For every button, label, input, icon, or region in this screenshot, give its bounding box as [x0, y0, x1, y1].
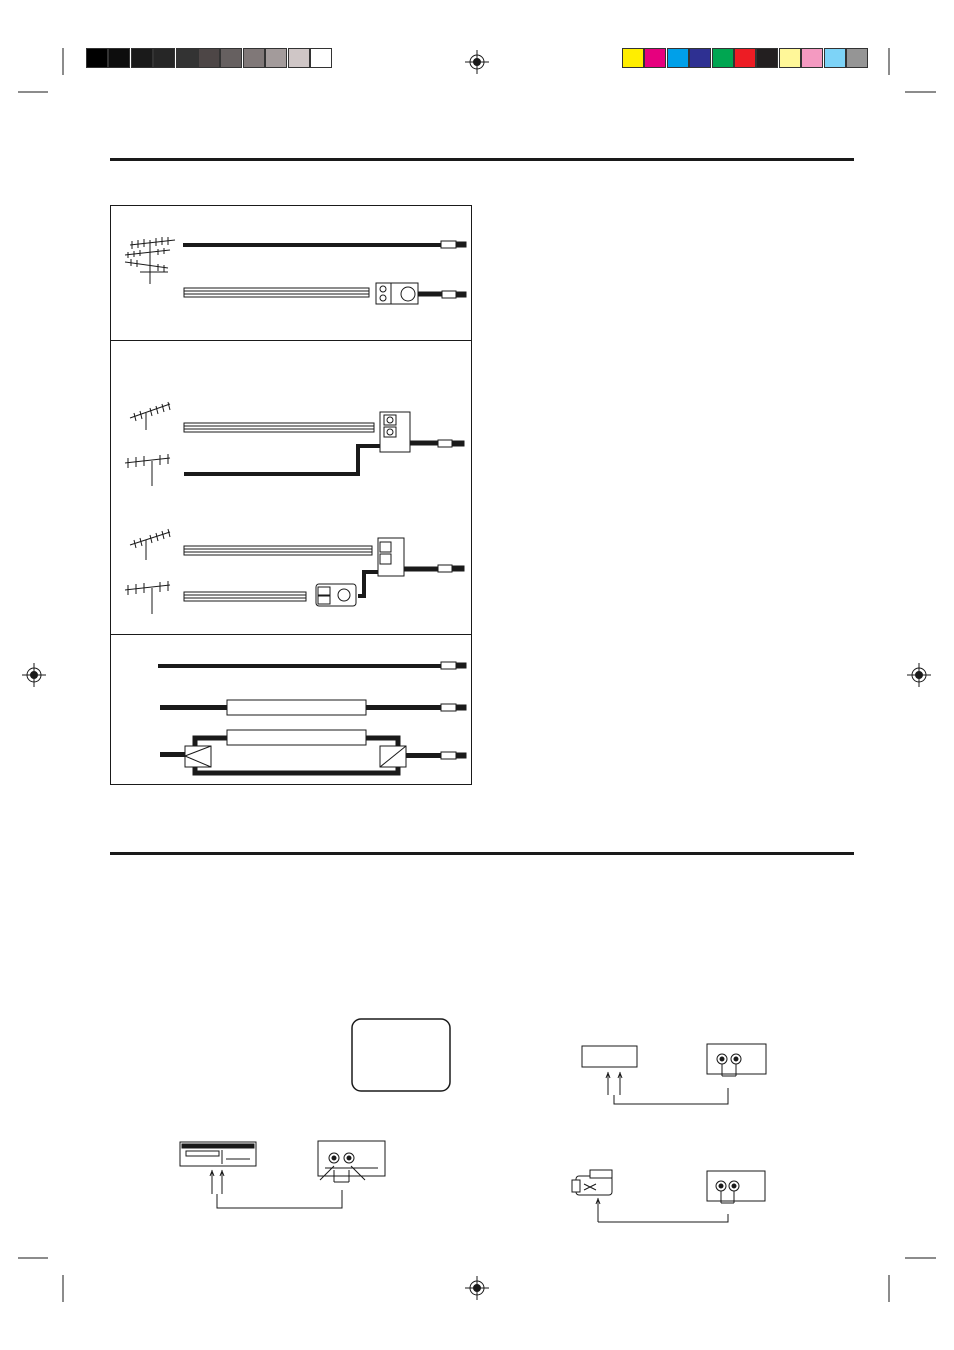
vhf-antenna-icon [125, 454, 170, 486]
crop-marks [18, 48, 936, 1302]
vcr-icon [180, 1142, 256, 1166]
color-swatch [153, 48, 175, 68]
section-rule-top [110, 158, 854, 161]
color-swatch [689, 48, 711, 68]
color-swatch [198, 48, 220, 68]
color-swatch [734, 48, 756, 68]
color-swatch [176, 48, 198, 68]
section-rule-middle [110, 852, 854, 855]
av-jack-panel-icon [318, 1141, 385, 1182]
color-swatch [846, 48, 868, 68]
color-swatch [108, 48, 130, 68]
matching-transformer [376, 283, 466, 304]
cable-converter-box [227, 700, 366, 715]
camcorder-icon [572, 1170, 612, 1195]
color-swatch [131, 48, 153, 68]
av-jack-panel-icon [707, 1044, 766, 1076]
a-b-switch [380, 746, 406, 767]
uhf-vhf-combiner [380, 412, 464, 452]
video-source-box [582, 1046, 637, 1067]
twin-lead-cable [184, 288, 369, 297]
uhf-antenna-icon [130, 402, 170, 430]
color-swatch [824, 48, 846, 68]
color-swatch [622, 48, 644, 68]
color-swatch [86, 48, 108, 68]
color-swatch [265, 48, 287, 68]
color-swatch [667, 48, 689, 68]
registration-mark-icon [22, 50, 931, 1300]
color-swatch [220, 48, 242, 68]
color-swatch [801, 48, 823, 68]
color-swatch [310, 48, 332, 68]
color-swatch [644, 48, 666, 68]
color-swatch [712, 48, 734, 68]
av-jack-panel-icon [707, 1171, 765, 1203]
color-swatch [779, 48, 801, 68]
f-connector [441, 241, 466, 248]
descrambler-box [227, 730, 366, 745]
color-swatch [756, 48, 778, 68]
antenna-icon [125, 237, 175, 284]
color-swatch [288, 48, 310, 68]
color-swatch [243, 48, 265, 68]
coax-cable [183, 243, 441, 247]
signal-splitter [185, 746, 211, 767]
tv-screen-icon [352, 1019, 450, 1091]
